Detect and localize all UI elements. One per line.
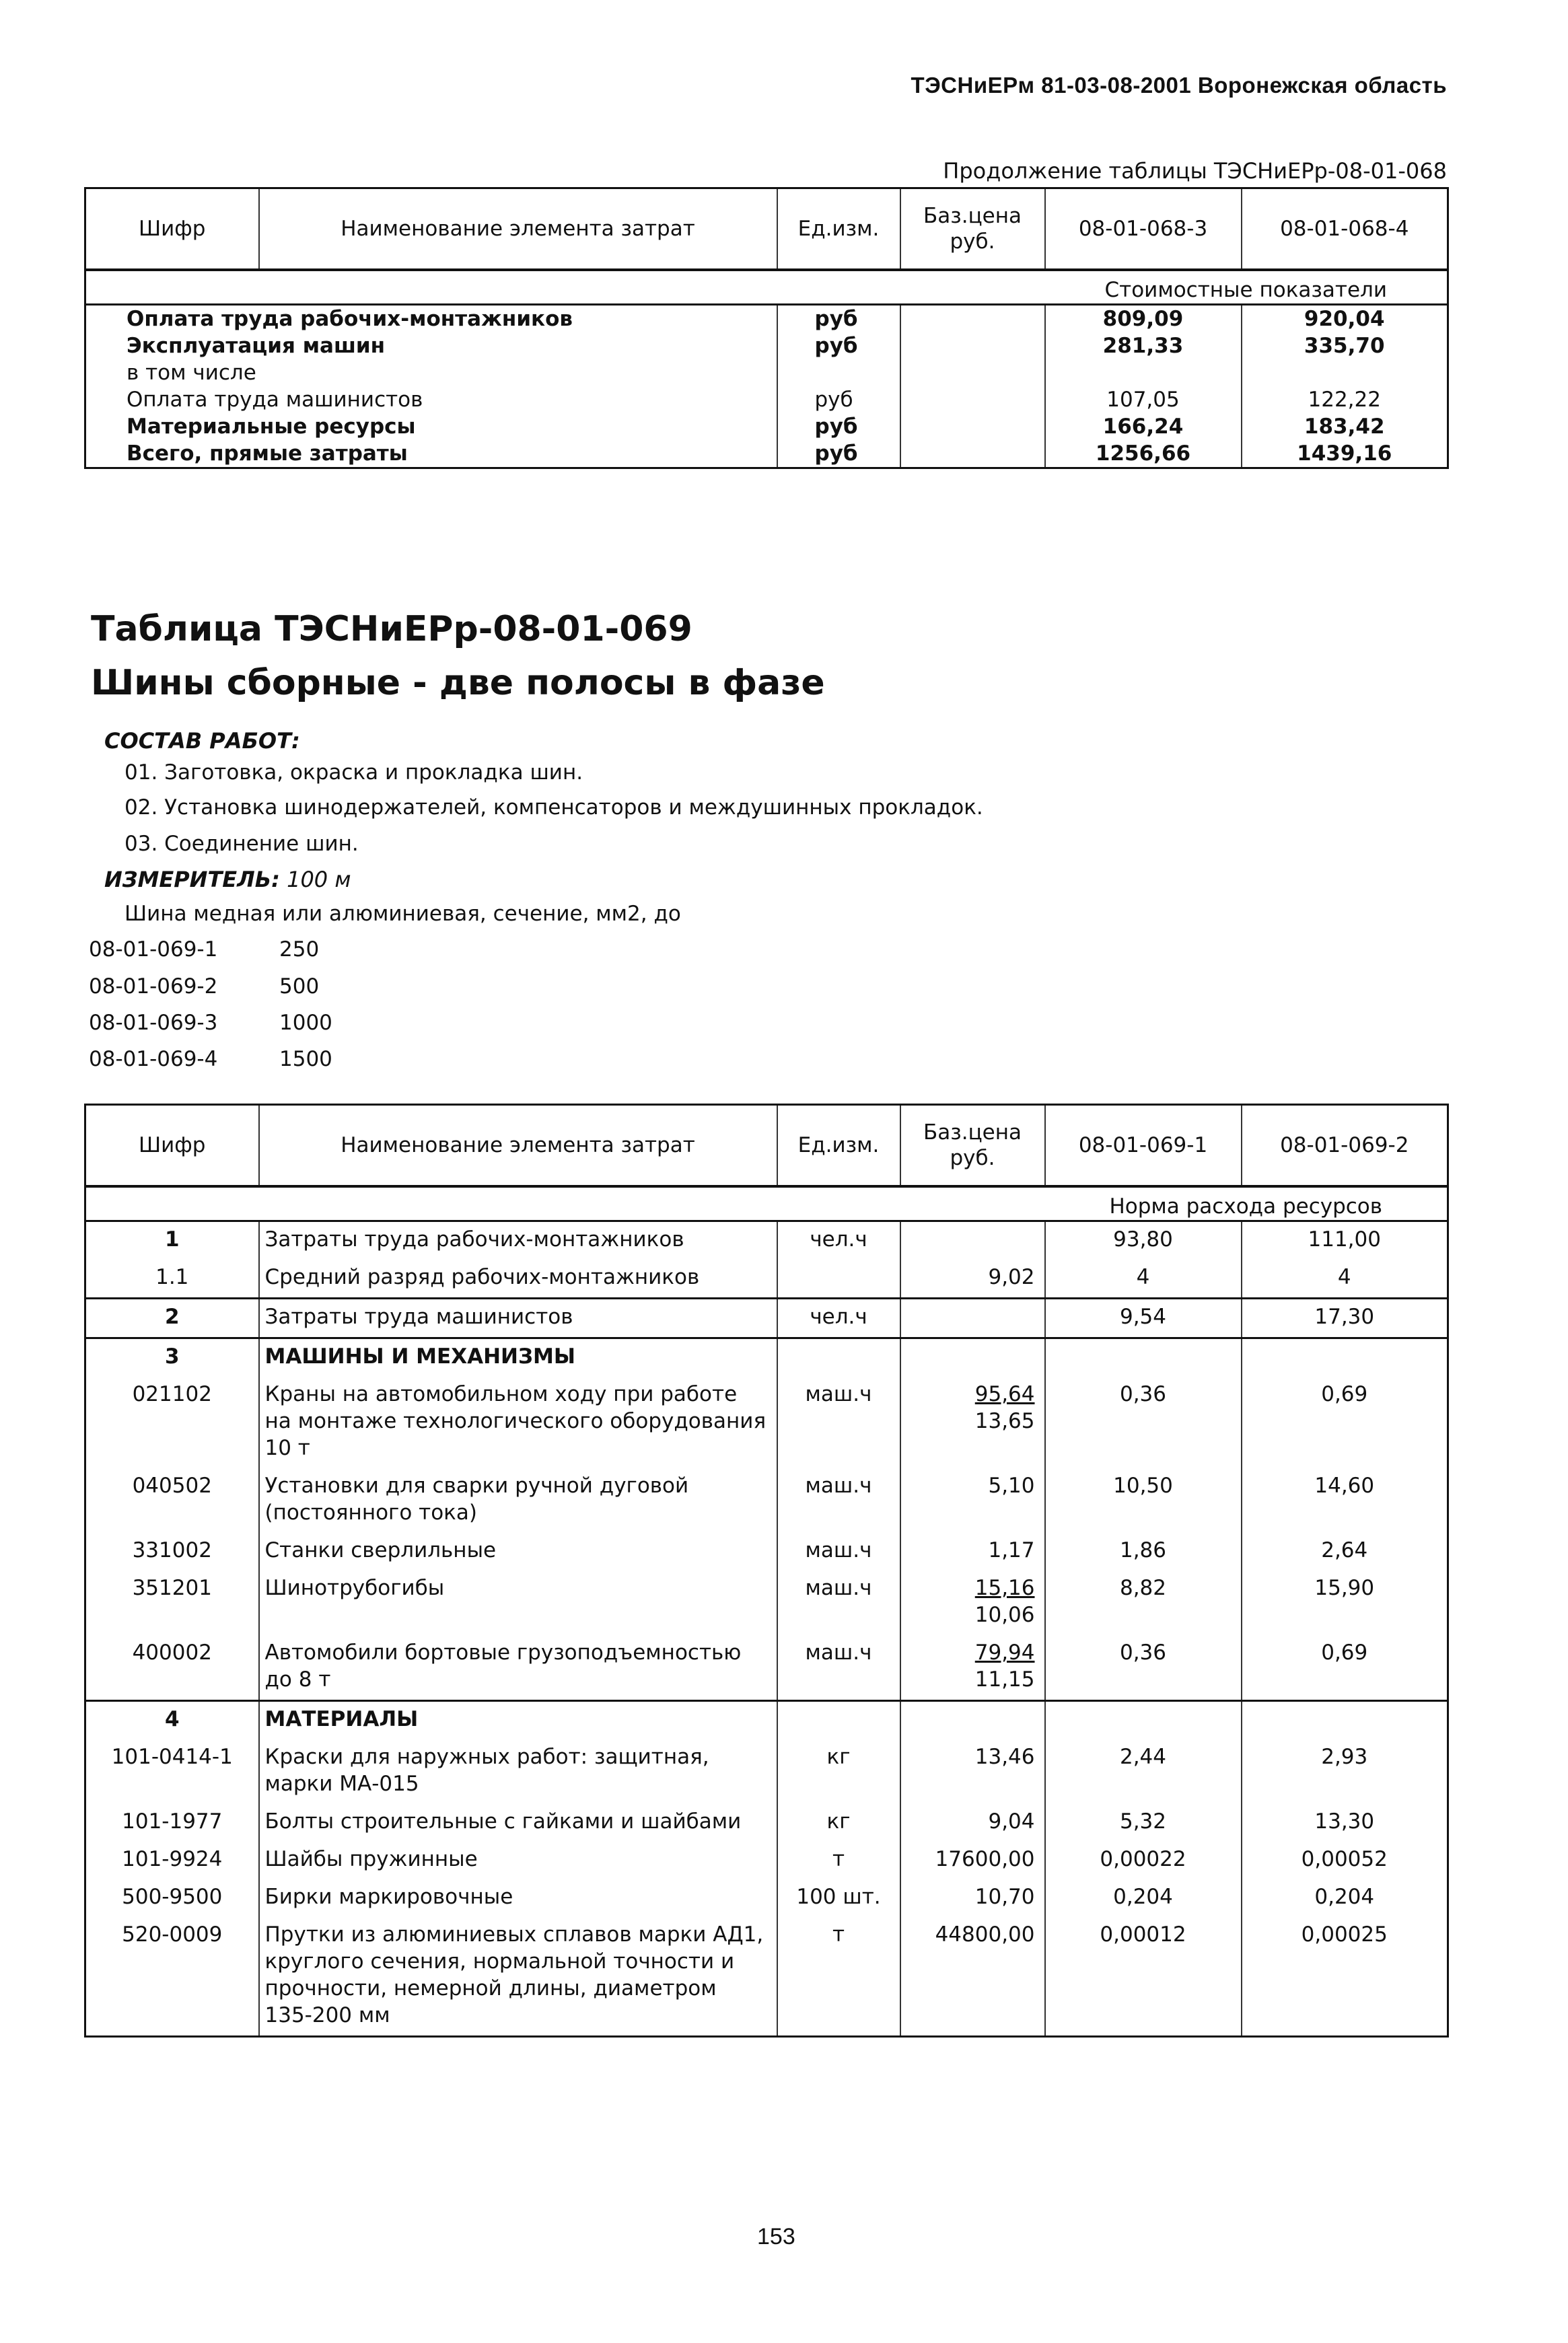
table-row xyxy=(85,332,1448,359)
column-header-price: Баз.цена руб. xyxy=(900,1105,1045,1187)
row-price xyxy=(900,1299,1045,1338)
row-value-1: 10,50 xyxy=(1045,1468,1242,1533)
code-label: 08-01-069-3 xyxy=(89,1011,218,1035)
row-value-1: 166,24 xyxy=(1045,413,1242,440)
band-spacer xyxy=(85,1186,1045,1221)
row-value-2: 2,93 xyxy=(1242,1739,1448,1804)
column-header-unit: Ед.изм. xyxy=(777,188,900,271)
table-row xyxy=(85,386,1448,413)
price-value-secondary: 11,15 xyxy=(974,1667,1035,1692)
work-item: 01. Заготовка, окраска и прокладка шин. xyxy=(124,760,583,785)
row-value-1: 1,86 xyxy=(1045,1533,1242,1571)
row-value-1: 5,32 xyxy=(1045,1804,1242,1842)
row-unit: 100 шт. xyxy=(777,1879,900,1917)
row-price xyxy=(900,1739,1045,1804)
row-unit: маш.ч xyxy=(777,1468,900,1533)
price-value: 17600,00 xyxy=(935,1847,1035,1871)
table-header-row xyxy=(85,188,1448,271)
table-row xyxy=(85,1260,1448,1299)
row-price xyxy=(900,1260,1045,1299)
meter-value: 100 м xyxy=(287,867,351,892)
table-row xyxy=(85,1571,1448,1635)
row-value-2 xyxy=(1242,359,1448,386)
document-header: ТЭСНиЕРм 81-03-08-2001 Воронежская область xyxy=(911,73,1447,98)
row-unit xyxy=(777,1701,900,1740)
row-unit: руб xyxy=(777,332,900,359)
table-row xyxy=(85,1377,1448,1468)
row-value-1: 0,204 xyxy=(1045,1879,1242,1917)
table-row xyxy=(85,1739,1448,1804)
code-label: 08-01-069-4 xyxy=(89,1047,218,1071)
row-value-2: 4 xyxy=(1242,1260,1448,1299)
band-label: Стоимостные показатели xyxy=(1045,270,1448,305)
row-value-1: 0,00022 xyxy=(1045,1842,1242,1879)
works-label: СОСТАВ РАБОТ: xyxy=(104,728,300,754)
section-description: Шина медная или алюминиевая, сечение, мм2, до xyxy=(124,902,681,926)
column-header-value-1: 08-01-069-1 xyxy=(1045,1105,1242,1187)
row-unit xyxy=(777,359,900,386)
meter-line xyxy=(104,867,351,892)
price-value: 9,02 xyxy=(988,1265,1035,1289)
code-value: 500 xyxy=(279,974,320,999)
row-unit: кг xyxy=(777,1739,900,1804)
meter-label: ИЗМЕРИТЕЛЬ: xyxy=(104,867,280,892)
row-code: 3 xyxy=(85,1338,259,1377)
resource-norms-table xyxy=(84,1104,1449,2038)
column-header-value-1: 08-01-068-3 xyxy=(1045,188,1242,271)
row-name: Средний разряд рабочих-монтажников xyxy=(259,1260,777,1299)
row-price xyxy=(900,1701,1045,1740)
row-price xyxy=(900,413,1045,440)
table-row xyxy=(85,1804,1448,1842)
row-value-2: 0,00052 xyxy=(1242,1842,1448,1879)
row-value-1: 281,33 xyxy=(1045,332,1242,359)
row-unit: руб xyxy=(777,440,900,468)
row-name: Бирки маркировочные xyxy=(259,1879,777,1917)
row-name: Затраты труда рабочих-монтажников xyxy=(259,1221,777,1260)
price-value: 9,04 xyxy=(988,1809,1035,1834)
row-value-2: 1439,16 xyxy=(1242,440,1448,468)
row-unit: маш.ч xyxy=(777,1635,900,1701)
price-value: 5,10 xyxy=(988,1474,1035,1498)
row-unit xyxy=(777,1338,900,1377)
table-row xyxy=(85,305,1448,333)
row-code: 2 xyxy=(85,1299,259,1338)
table-row xyxy=(85,1299,1448,1338)
price-value-secondary: 13,65 xyxy=(974,1409,1035,1433)
column-header-code: Шифр xyxy=(85,1105,259,1187)
table-row xyxy=(85,1879,1448,1917)
row-unit: руб xyxy=(777,386,900,413)
row-value-2: 335,70 xyxy=(1242,332,1448,359)
row-value-2: 13,30 xyxy=(1242,1804,1448,1842)
row-unit: чел.ч xyxy=(777,1221,900,1260)
row-value-1: 93,80 xyxy=(1045,1221,1242,1260)
work-item: 02. Установка шинодержателей, компенсаторов и междушинных прокладок. xyxy=(124,795,983,820)
row-value-2: 14,60 xyxy=(1242,1468,1448,1533)
row-code: 101-1977 xyxy=(122,1809,223,1834)
row-price xyxy=(900,1533,1045,1571)
code-label: 08-01-069-1 xyxy=(89,937,218,962)
row-price xyxy=(900,1917,1045,2037)
band-label: Норма расхода ресурсов xyxy=(1045,1186,1448,1221)
row-price xyxy=(900,440,1045,468)
price-value: 10,70 xyxy=(974,1885,1035,1909)
row-code: 500-9500 xyxy=(122,1885,223,1909)
row-code: 101-0414-1 xyxy=(111,1745,233,1769)
row-value-2: 183,42 xyxy=(1242,413,1448,440)
band-row xyxy=(85,1186,1448,1221)
row-value-2: 2,64 xyxy=(1242,1533,1448,1571)
column-header-unit: Ед.изм. xyxy=(777,1105,900,1187)
row-code: 101-9924 xyxy=(122,1847,223,1871)
row-value-1 xyxy=(1045,1701,1242,1740)
table-row xyxy=(85,1917,1448,2037)
price-value: 44800,00 xyxy=(935,1922,1035,1947)
row-value-1: 107,05 xyxy=(1045,386,1242,413)
row-code: 1 xyxy=(164,1227,180,1252)
cost-indicators-table xyxy=(84,187,1449,469)
row-label: в том числе xyxy=(127,361,256,385)
row-unit: т xyxy=(777,1842,900,1879)
row-name: Шинотрубогибы xyxy=(259,1571,777,1635)
work-item: 03. Соединение шин. xyxy=(124,832,359,856)
row-code: 351201 xyxy=(132,1576,212,1600)
column-header-name: Наименование элемента затрат xyxy=(259,1105,777,1187)
row-price xyxy=(900,1221,1045,1260)
row-code: 040502 xyxy=(132,1474,212,1498)
row-code: 400002 xyxy=(132,1641,212,1665)
row-value-1 xyxy=(1045,359,1242,386)
row-value-2: 111,00 xyxy=(1242,1221,1448,1260)
row-price xyxy=(900,1377,1045,1468)
column-header-code: Шифр xyxy=(85,188,259,271)
table-row xyxy=(85,1338,1448,1377)
row-code: 1.1 xyxy=(155,1265,189,1289)
row-value-1 xyxy=(1045,1338,1242,1377)
row-unit: чел.ч xyxy=(777,1299,900,1338)
row-name: МАШИНЫ И МЕХАНИЗМЫ xyxy=(259,1338,777,1377)
row-unit: маш.ч xyxy=(777,1533,900,1571)
row-unit: маш.ч xyxy=(777,1571,900,1635)
row-value-2: 0,204 xyxy=(1242,1879,1448,1917)
code-label: 08-01-069-2 xyxy=(89,974,218,999)
row-price xyxy=(900,1468,1045,1533)
row-code: 520-0009 xyxy=(122,1922,223,1947)
row-price xyxy=(900,1635,1045,1701)
row-value-2: 17,30 xyxy=(1242,1299,1448,1338)
row-value-1: 0,36 xyxy=(1045,1635,1242,1701)
row-price xyxy=(900,1804,1045,1842)
row-unit: руб xyxy=(777,305,900,333)
row-label: Оплата труда рабочих-монтажников xyxy=(127,307,573,331)
row-code: 4 xyxy=(85,1701,259,1740)
page-number: 153 xyxy=(757,2224,795,2249)
row-value-2: 0,69 xyxy=(1242,1377,1448,1468)
row-code: 331002 xyxy=(132,1538,212,1562)
row-value-1: 2,44 xyxy=(1045,1739,1242,1804)
code-value: 1500 xyxy=(279,1047,332,1071)
row-name: Затраты труда машинистов xyxy=(259,1299,777,1338)
row-value-1: 809,09 xyxy=(1045,305,1242,333)
row-code: 021102 xyxy=(132,1382,212,1406)
row-label: Оплата труда машинистов xyxy=(127,388,423,412)
price-value-secondary: 10,06 xyxy=(974,1603,1035,1627)
table-row xyxy=(85,1221,1448,1260)
row-price xyxy=(900,1338,1045,1377)
row-label: Всего, прямые затраты xyxy=(127,441,408,466)
row-name: МАТЕРИАЛЫ xyxy=(259,1701,777,1740)
row-price xyxy=(900,386,1045,413)
price-value: 1,17 xyxy=(988,1538,1035,1562)
row-value-2: 0,00025 xyxy=(1242,1917,1448,2037)
column-header-value-2: 08-01-069-2 xyxy=(1242,1105,1448,1187)
table-row xyxy=(85,413,1448,440)
row-price xyxy=(900,305,1045,333)
row-value-2 xyxy=(1242,1338,1448,1377)
table-row xyxy=(85,1468,1448,1533)
row-label: Материальные ресурсы xyxy=(127,414,416,439)
row-name: Прутки из алюминиевых сплавов марки АД1, круглого сечения, нормальной точности и прочности, немерной длины, диаметром 135-200 мм xyxy=(259,1917,777,2037)
table-title: Таблица ТЭСНиЕРр-08-01-069 xyxy=(91,609,692,649)
row-price xyxy=(900,332,1045,359)
row-unit: маш.ч xyxy=(777,1377,900,1468)
row-value-1: 8,82 xyxy=(1045,1571,1242,1635)
row-unit: руб xyxy=(777,413,900,440)
row-value-1: 4 xyxy=(1045,1260,1242,1299)
price-value: 95,64 xyxy=(974,1382,1035,1406)
table-row xyxy=(85,1842,1448,1879)
row-label: Эксплуатация машин xyxy=(127,334,386,358)
row-value-1: 0,00012 xyxy=(1045,1917,1242,2037)
table-row xyxy=(85,1635,1448,1701)
table-header-row xyxy=(85,1105,1448,1187)
row-value-2: 920,04 xyxy=(1242,305,1448,333)
continuation-caption: Продолжение таблицы ТЭСНиЕРр-08-01-068 xyxy=(943,158,1447,184)
row-price xyxy=(900,359,1045,386)
row-unit xyxy=(777,1260,900,1299)
code-value: 250 xyxy=(279,937,320,962)
row-price xyxy=(900,1879,1045,1917)
price-value: 15,16 xyxy=(974,1576,1035,1600)
table-subtitle: Шины сборные - две полосы в фазе xyxy=(91,663,825,703)
row-unit: т xyxy=(777,1917,900,2037)
row-name: Установки для сварки ручной дуговой (постоянного тока) xyxy=(259,1468,777,1533)
row-name: Болты строительные с гайками и шайбами xyxy=(259,1804,777,1842)
row-value-2 xyxy=(1242,1701,1448,1740)
row-value-1: 1256,66 xyxy=(1045,440,1242,468)
row-value-1: 0,36 xyxy=(1045,1377,1242,1468)
row-name: Краски для наружных работ: защитная, марки МА-015 xyxy=(259,1739,777,1804)
row-name: Шайбы пружинные xyxy=(259,1842,777,1879)
table-row xyxy=(85,1533,1448,1571)
row-value-2: 15,90 xyxy=(1242,1571,1448,1635)
table-row xyxy=(85,359,1448,386)
column-header-name: Наименование элемента затрат xyxy=(259,188,777,271)
column-header-price: Баз.цена руб. xyxy=(900,188,1045,271)
row-price xyxy=(900,1571,1045,1635)
row-value-2: 0,69 xyxy=(1242,1635,1448,1701)
column-header-value-2: 08-01-068-4 xyxy=(1242,188,1448,271)
row-name: Краны на автомобильном ходу при работе на монтаже технологического оборудования 10 т xyxy=(259,1377,777,1468)
table-row xyxy=(85,440,1448,468)
row-value-2: 122,22 xyxy=(1242,386,1448,413)
code-value: 1000 xyxy=(279,1011,332,1035)
row-value-1: 9,54 xyxy=(1045,1299,1242,1338)
row-price xyxy=(900,1842,1045,1879)
table-row xyxy=(85,1701,1448,1740)
row-name: Автомобили бортовые грузоподъемностью до 8 т xyxy=(259,1635,777,1701)
row-unit: кг xyxy=(777,1804,900,1842)
row-name: Станки сверлильные xyxy=(259,1533,777,1571)
price-value: 13,46 xyxy=(974,1745,1035,1769)
price-value: 79,94 xyxy=(974,1641,1035,1665)
band-row xyxy=(85,270,1448,305)
band-spacer xyxy=(85,270,1045,305)
